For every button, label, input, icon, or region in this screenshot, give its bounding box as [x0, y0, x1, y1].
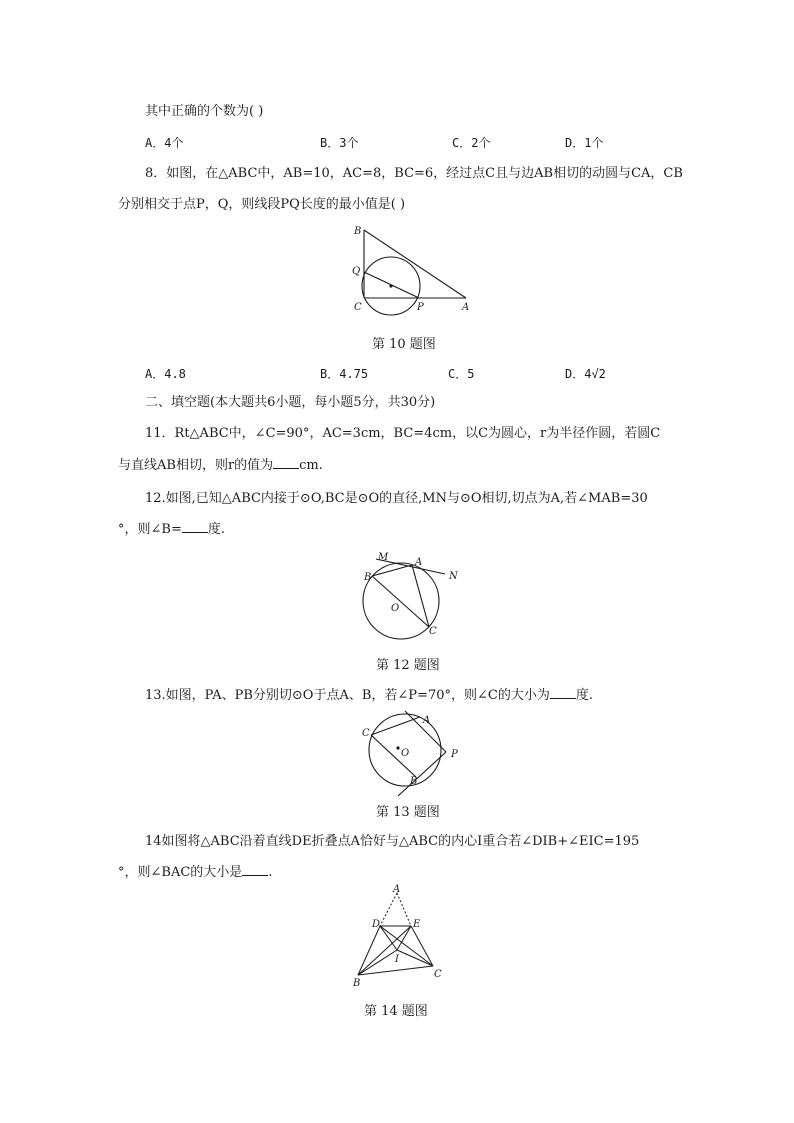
q7-option-d: D．1个	[565, 136, 604, 150]
q8-label-a: A	[462, 302, 470, 313]
q14-period: .	[268, 865, 273, 880]
q13-chord-ca	[371, 717, 420, 735]
q12-label-b: B	[364, 572, 372, 583]
q14-dashed-ae	[397, 893, 411, 926]
q13-center-dot	[396, 746, 399, 749]
q8-label-b: B	[354, 226, 362, 237]
q14-side-bc	[358, 966, 433, 975]
q8-option-b: B．4.75	[320, 367, 369, 381]
q13-tangent-pa	[405, 711, 446, 752]
q13-line-1-text: 13.如图，PA、PB分别切⊙O于点A、B，若∠P=70°，则∠C的大小为	[145, 688, 550, 703]
q8-line-2: 分别相交于点P，Q，则线段PQ长度的最小值是( )	[118, 197, 406, 212]
q8-segment-pq	[364, 272, 419, 298]
q14-side-ec	[411, 926, 433, 966]
q12-label-o: O	[391, 603, 400, 614]
q8-figure-caption: 第 10 题图	[372, 337, 436, 352]
q14-label-d: D	[372, 919, 381, 930]
q7-option-b: B．3个	[320, 136, 359, 150]
q11-line-1: 11．Rt△ABC中，∠C=90°，AC=3cm，BC=4cm，以C为圆心，r为半径作圆，若圆C	[145, 426, 661, 441]
q7-option-a: A．4个	[145, 136, 184, 150]
q12-unit: 度.	[207, 522, 225, 537]
q14-seg-di	[380, 926, 397, 950]
q8-label-c: C	[354, 302, 362, 313]
q14-dashed-ad	[380, 893, 397, 926]
q12-label-c: C	[429, 626, 437, 637]
q14-seg-ci	[397, 950, 433, 966]
q12-chord-ba	[372, 565, 412, 576]
q12-line-1: 12.如图,已知△ABC内接于⊙O,BC是⊙O的直径,MN与⊙O相切,切点为A,若∠MAB=30	[145, 491, 648, 506]
q13-answer-blank[interactable]	[550, 686, 576, 699]
q12-line-2-text: °，则∠B=	[118, 522, 182, 537]
q8-center-dot	[389, 284, 392, 287]
q13-label-p: P	[451, 749, 458, 760]
q7-stem: 其中正确的个数为( )	[145, 104, 264, 119]
q12-figure-caption: 第 12 题图	[376, 658, 440, 673]
q12-circle-o	[363, 563, 439, 639]
q14-label-c: C	[434, 969, 442, 980]
q14-seg-dc	[380, 926, 433, 966]
q14-figure-caption: 第 14 题图	[364, 1004, 428, 1019]
q13-label-a: A	[423, 715, 431, 726]
q14-label-b: B	[353, 978, 361, 989]
section-2-title: 二、填空题(本大题共6小题，每小题5分，共30分)	[145, 395, 436, 410]
q8-option-c: C．5	[448, 367, 475, 381]
q13-chord-cb	[371, 735, 416, 777]
q14-seg-be	[358, 926, 411, 975]
q11-answer-blank[interactable]	[273, 456, 299, 469]
q14-line-2-text: °，则∠BAC的大小是	[118, 865, 243, 880]
q13-label-c: C	[362, 728, 370, 739]
q8-side-ab	[364, 230, 466, 298]
q12-label-m: M	[378, 552, 389, 563]
q13-unit: 度.	[575, 688, 593, 703]
q12-answer-blank[interactable]	[182, 520, 208, 533]
q13-line-1	[145, 686, 593, 705]
q12-label-n: N	[449, 571, 458, 582]
q11-line-2-text: 与直线AB相切，则r的值为	[118, 458, 274, 473]
q13-circle-o	[369, 714, 441, 786]
q11-line-2	[118, 456, 323, 475]
q8-option-d: D．4√2	[565, 367, 606, 381]
q8-option-a: A．4.8	[145, 367, 186, 381]
q8-line-1: 8．如图，在△ABC中，AB=10，AC=8，BC=6，经过点C且与边AB相切的动圆与CA，CB	[145, 166, 683, 181]
q14-answer-blank[interactable]	[242, 863, 268, 876]
q12-chord-ac	[412, 565, 429, 627]
q8-label-p: P	[417, 302, 424, 313]
q13-label-o: O	[401, 748, 410, 759]
q14-seg-bi	[358, 950, 397, 975]
q12-tangent-mn	[376, 559, 445, 574]
q8-label-q: Q	[352, 266, 361, 277]
q13-figure-caption: 第 13 题图	[376, 805, 440, 820]
q13-label-b: B	[410, 776, 418, 787]
q14-seg-ei	[397, 926, 411, 950]
q8-moving-circle	[362, 257, 420, 315]
q14-line-1: 14如图将△ABC沿着直线DE折叠点A恰好与△ABC的内心I重合若∠DIB+∠EIC=195	[145, 834, 640, 849]
q12-line-2	[118, 520, 225, 539]
q14-label-e: E	[413, 919, 421, 930]
q14-side-db	[358, 926, 380, 975]
q13-tangent-pb	[398, 752, 446, 796]
q7-option-c: C．2个	[452, 136, 491, 150]
q14-line-2	[118, 863, 272, 882]
q12-diameter-bc	[372, 576, 429, 627]
q14-label-a: A	[393, 884, 401, 895]
q11-unit: cm.	[299, 458, 323, 473]
q14-label-i: I	[395, 954, 399, 965]
q12-label-a: A	[415, 557, 423, 568]
